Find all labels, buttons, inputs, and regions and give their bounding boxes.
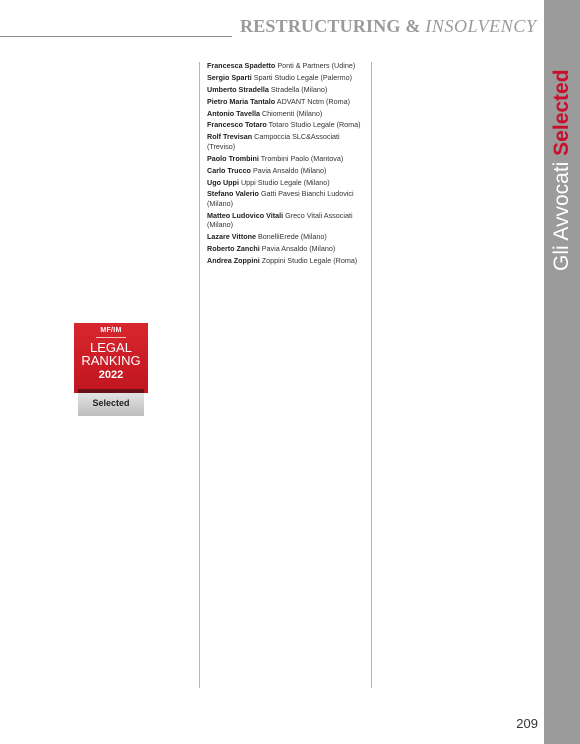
lawyer-name: Francesco Totaro: [207, 120, 267, 130]
list-item: [207, 97, 367, 107]
lawyer-firm: Chiomenti (Milano): [261, 108, 323, 118]
lawyer-firm: Ponti & Partners (Udine): [277, 61, 356, 70]
list-item: [207, 211, 367, 230]
badge-year: 2022: [98, 369, 124, 381]
lawyer-name: Sergio Sparti: [207, 72, 252, 82]
section-title-amp: &: [405, 16, 421, 36]
lawyer-firm: Stradella (Milano): [270, 84, 328, 94]
header-rule: [0, 36, 232, 37]
lawyer-name: Carlo Trucco: [207, 165, 251, 175]
list-item: [207, 189, 367, 208]
lawyer-firm: Pavia Ansaldo (Milano): [261, 244, 336, 254]
list-item: [207, 109, 367, 119]
column-rule-left: [199, 62, 200, 688]
list-item: [207, 232, 367, 242]
lawyer-name: Stefano Valerio: [207, 189, 259, 199]
badge-title-line1: LEGAL: [90, 340, 132, 355]
lawyer-name: Francesca Spadetto: [207, 61, 276, 70]
section-title: [240, 16, 540, 38]
badge-logo: MF/IM: [100, 327, 122, 334]
lawyer-name: Pietro Maria Tantalo: [207, 96, 276, 106]
legal-ranking-badge: [74, 323, 148, 416]
list-item: [207, 244, 367, 254]
lawyer-name: Rolf Trevisan: [207, 132, 253, 142]
sidebar-label: [548, 63, 576, 271]
list-item: [207, 178, 367, 188]
column-rule-right: [371, 62, 372, 688]
lawyer-firm: Greco Vitali Associati (Milano): [207, 210, 353, 230]
section-title-italic: INSOLVENCY: [425, 16, 537, 36]
lawyer-name: Lazare Vittone: [207, 232, 256, 242]
lawyer-name: Andrea Zoppini: [207, 255, 260, 265]
list-item: [207, 61, 367, 71]
lawyer-firm: Campoccia SLC&Associati (Treviso): [207, 132, 340, 151]
list-item: [207, 256, 367, 266]
list-item: [207, 166, 367, 176]
page-number: 209: [516, 716, 538, 731]
lawyer-firm: ADVANT Nctm (Roma): [276, 96, 350, 106]
list-item: [207, 85, 367, 95]
lawyer-firm: Pavia Ansaldo (Milano): [252, 165, 327, 175]
lawyer-name: Matteo Ludovico Vitali: [207, 210, 284, 220]
lawyer-name: Umberto Stradella: [207, 84, 269, 94]
lawyer-firm: Totaro Studio Legale (Roma): [268, 120, 361, 130]
lawyer-name: Ugo Uppi: [207, 177, 239, 187]
lawyer-firm: Gatti Pavesi Bianchi Ludovici (Milano): [207, 189, 354, 208]
lawyer-firm: Zoppini Studio Legale (Roma): [261, 255, 358, 265]
lawyer-name: Roberto Zanchi: [207, 244, 260, 254]
sidebar-label-accent: Selected: [550, 69, 573, 156]
section-title-main: RESTRUCTURING: [240, 16, 401, 36]
list-item: [207, 154, 367, 164]
lawyer-firm: Sparti Studio Legale (Palermo): [253, 72, 353, 82]
list-item: [207, 120, 367, 130]
lawyer-list: [207, 61, 367, 268]
lawyer-name: Antonio Tavella: [207, 108, 260, 118]
badge-title-line2: RANKING: [81, 353, 141, 368]
lawyer-name: Paolo Trombini: [207, 153, 259, 163]
list-item: [207, 132, 367, 151]
badge-selected-label: Selected: [92, 398, 130, 408]
lawyer-firm: BonelliErede (Milano): [258, 232, 327, 242]
sidebar-label-regular: Gli Avvocati: [550, 161, 573, 271]
list-item: [207, 73, 367, 83]
lawyer-firm: Trombini Paolo (Mantova): [260, 153, 344, 163]
lawyer-firm: Uppi Studio Legale (Milano): [240, 177, 330, 187]
badge-logo-underline: [96, 337, 126, 338]
